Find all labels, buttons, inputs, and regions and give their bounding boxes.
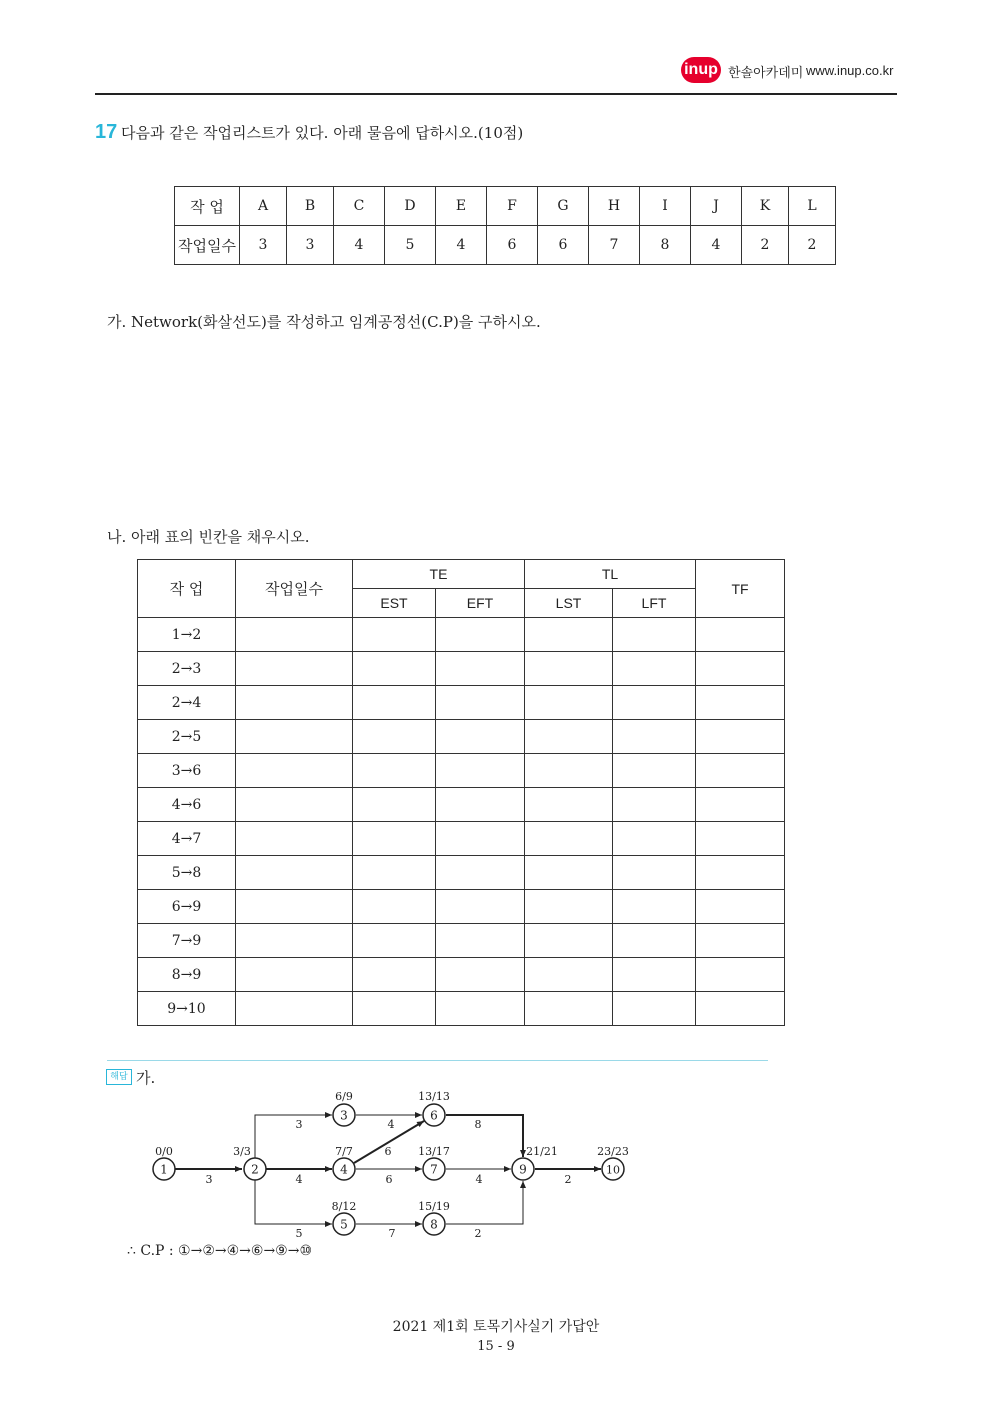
col-eft-header: EFT	[436, 589, 525, 618]
node-1-id: 1	[160, 1162, 168, 1177]
blank-cell	[525, 788, 613, 822]
edge-1-2-duration: 3	[205, 1173, 213, 1186]
days-header: 작업일수	[175, 226, 240, 265]
network-diagram	[130, 1085, 650, 1245]
task-cell: I	[640, 187, 691, 226]
node-1-time: 0/0	[155, 1145, 173, 1158]
days-cell: 2	[742, 226, 789, 265]
blank-cell	[613, 686, 696, 720]
activity-cell: 5→8	[138, 856, 236, 890]
sub-question-a: 가. Network(화살선도)를 작성하고 임계공정선(C.P)을 구하시오.	[107, 313, 541, 331]
blank-cell	[436, 754, 525, 788]
blank-cell	[436, 924, 525, 958]
blank-cell	[236, 686, 353, 720]
edge-4-6-duration: 6	[384, 1145, 392, 1158]
edge-3-6-duration: 4	[387, 1118, 395, 1131]
node-8-id: 8	[430, 1217, 438, 1232]
blank-cell	[353, 618, 436, 652]
col-days-header: 작업일수	[236, 560, 353, 618]
task-cell: D	[385, 187, 436, 226]
blank-cell	[236, 754, 353, 788]
blank-cell	[696, 958, 785, 992]
blank-cell	[696, 924, 785, 958]
blank-cell	[613, 958, 696, 992]
blank-cell	[613, 924, 696, 958]
edge-6-9-duration: 8	[474, 1118, 482, 1131]
blank-cell	[353, 890, 436, 924]
activity-cell: 2→5	[138, 720, 236, 754]
task-row	[175, 187, 836, 226]
header-row	[138, 560, 785, 589]
blank-cell	[525, 890, 613, 924]
footer-title: 2021 제1회 토목기사실기 가답안	[392, 1319, 600, 1335]
blank-cell	[613, 618, 696, 652]
blank-cell	[436, 618, 525, 652]
node-6-time: 13/13	[418, 1090, 450, 1103]
node-5-id: 5	[340, 1217, 348, 1232]
blank-cell	[236, 958, 353, 992]
edge-8-9	[446, 1181, 523, 1224]
days-cell: 2	[789, 226, 836, 265]
col-lst-header: LST	[525, 589, 613, 618]
critical-path: ∴ C.P : ①→②→④→⑥→⑨→⑩	[127, 1243, 313, 1259]
blank-cell	[353, 924, 436, 958]
col-tf-header: TF	[696, 560, 785, 618]
blank-cell	[353, 652, 436, 686]
blank-cell	[436, 992, 525, 1026]
blank-cell	[436, 686, 525, 720]
blank-cell	[696, 652, 785, 686]
blank-cell	[696, 618, 785, 652]
blank-cell	[613, 788, 696, 822]
task-cell: E	[436, 187, 487, 226]
blank-cell	[236, 652, 353, 686]
blank-cell	[525, 958, 613, 992]
node-9-time: 21/21	[526, 1145, 558, 1158]
answer-separator	[107, 1060, 768, 1061]
activity-cell: 1→2	[138, 618, 236, 652]
node-2-id: 2	[251, 1162, 259, 1177]
blank-cell	[525, 992, 613, 1026]
question-text: 다음과 같은 작업리스트가 있다. 아래 물음에 답하시오.(10점)	[121, 124, 524, 142]
blank-cell	[236, 856, 353, 890]
edge-4-7-duration: 6	[385, 1173, 393, 1186]
blank-cell	[613, 992, 696, 1026]
node-5-time: 8/12	[331, 1200, 357, 1213]
node-7-time: 13/17	[418, 1145, 450, 1158]
node-4-id: 4	[340, 1162, 348, 1177]
table-row	[138, 652, 785, 686]
answer-label: 가.	[136, 1069, 156, 1087]
task-cell: J	[691, 187, 742, 226]
answer-badge: 해답	[106, 1069, 132, 1085]
edge-6-9	[446, 1115, 523, 1157]
footer-page: 15 - 9	[477, 1339, 515, 1354]
blank-cell	[525, 686, 613, 720]
blank-cell	[436, 652, 525, 686]
activity-cell: 3→6	[138, 754, 236, 788]
question-number: 17	[95, 121, 118, 143]
edge-2-3	[255, 1115, 332, 1158]
col-te-header: TE	[353, 560, 525, 589]
blank-cell	[436, 856, 525, 890]
table-row	[138, 856, 785, 890]
node-4-time: 7/7	[335, 1145, 353, 1158]
blank-cell	[236, 788, 353, 822]
blank-cell	[353, 788, 436, 822]
work-list-table	[174, 186, 836, 265]
sub-question-b: 나. 아래 표의 빈칸을 채우시오.	[107, 528, 310, 546]
header-rule	[95, 93, 897, 95]
blank-cell	[613, 890, 696, 924]
days-cell: 4	[436, 226, 487, 265]
blank-cell	[525, 720, 613, 754]
schedule-table	[137, 559, 785, 1026]
node-9-id: 9	[519, 1162, 527, 1177]
blank-cell	[696, 822, 785, 856]
blank-cell	[525, 652, 613, 686]
col-est-header: EST	[353, 589, 436, 618]
blank-cell	[613, 652, 696, 686]
days-cell: 8	[640, 226, 691, 265]
edge-9-10-duration: 2	[564, 1173, 572, 1186]
node-10-time: 23/23	[597, 1145, 629, 1158]
days-cell: 6	[538, 226, 589, 265]
inup-logo: inup	[681, 57, 721, 83]
node-3-id: 3	[340, 1108, 348, 1123]
table-row	[138, 992, 785, 1026]
edge-2-4-duration: 4	[295, 1173, 303, 1186]
node-8-time: 15/19	[418, 1200, 450, 1213]
blank-cell	[353, 822, 436, 856]
blank-cell	[236, 618, 353, 652]
col-tl-header: TL	[525, 560, 696, 589]
blank-cell	[613, 822, 696, 856]
blank-cell	[525, 822, 613, 856]
blank-cell	[236, 890, 353, 924]
table-row	[138, 924, 785, 958]
edge-2-5	[255, 1180, 332, 1224]
blank-cell	[353, 720, 436, 754]
blank-cell	[525, 856, 613, 890]
site-url: www.inup.co.kr	[806, 63, 894, 78]
table-row	[138, 822, 785, 856]
blank-cell	[436, 890, 525, 924]
table-row	[138, 618, 785, 652]
table-row	[138, 958, 785, 992]
task-cell: C	[334, 187, 385, 226]
brand-name: 한솔아카데미	[728, 66, 804, 81]
blank-cell	[353, 992, 436, 1026]
blank-cell	[525, 924, 613, 958]
activity-cell: 7→9	[138, 924, 236, 958]
blank-cell	[696, 686, 785, 720]
activity-cell: 2→3	[138, 652, 236, 686]
activity-cell: 4→7	[138, 822, 236, 856]
days-cell: 5	[385, 226, 436, 265]
activity-cell: 8→9	[138, 958, 236, 992]
activity-cell: 6→9	[138, 890, 236, 924]
blank-cell	[436, 788, 525, 822]
table-row	[138, 720, 785, 754]
node-10-id: 10	[606, 1163, 620, 1177]
table-row	[138, 754, 785, 788]
blank-cell	[436, 958, 525, 992]
days-row	[175, 226, 836, 265]
edge-8-9-duration: 2	[474, 1227, 482, 1240]
blank-cell	[696, 992, 785, 1026]
blank-cell	[236, 720, 353, 754]
days-cell: 3	[240, 226, 287, 265]
task-cell: H	[589, 187, 640, 226]
table-row	[138, 788, 785, 822]
node-2-time: 3/3	[233, 1145, 251, 1158]
node-3-time: 6/9	[335, 1090, 353, 1103]
activity-cell: 9→10	[138, 992, 236, 1026]
days-cell: 6	[487, 226, 538, 265]
table-row	[138, 890, 785, 924]
node-7-id: 7	[430, 1162, 438, 1177]
blank-cell	[525, 754, 613, 788]
blank-cell	[696, 788, 785, 822]
task-header: 작 업	[175, 187, 240, 226]
blank-cell	[353, 686, 436, 720]
activity-cell: 2→4	[138, 686, 236, 720]
blank-cell	[525, 618, 613, 652]
col-work-header: 작 업	[138, 560, 236, 618]
days-cell: 3	[287, 226, 334, 265]
node-6-id: 6	[430, 1108, 438, 1123]
blank-cell	[353, 958, 436, 992]
blank-cell	[696, 890, 785, 924]
task-cell: F	[487, 187, 538, 226]
table-row	[138, 686, 785, 720]
blank-cell	[236, 924, 353, 958]
col-lft-header: LFT	[613, 589, 696, 618]
task-cell: G	[538, 187, 589, 226]
blank-cell	[353, 856, 436, 890]
blank-cell	[436, 720, 525, 754]
days-cell: 4	[334, 226, 385, 265]
days-cell: 4	[691, 226, 742, 265]
task-cell: L	[789, 187, 836, 226]
activity-cell: 4→6	[138, 788, 236, 822]
edge-2-5-duration: 5	[295, 1227, 303, 1240]
task-cell: B	[287, 187, 334, 226]
blank-cell	[353, 754, 436, 788]
blank-cell	[613, 720, 696, 754]
blank-cell	[696, 856, 785, 890]
edge-2-3-duration: 3	[295, 1118, 303, 1131]
edge-5-8-duration: 7	[388, 1227, 396, 1240]
edge-7-9-duration: 4	[475, 1173, 483, 1186]
blank-cell	[236, 992, 353, 1026]
blank-cell	[236, 822, 353, 856]
task-cell: K	[742, 187, 789, 226]
blank-cell	[613, 754, 696, 788]
task-cell: A	[240, 187, 287, 226]
days-cell: 7	[589, 226, 640, 265]
blank-cell	[696, 754, 785, 788]
blank-cell	[696, 720, 785, 754]
blank-cell	[436, 822, 525, 856]
blank-cell	[613, 856, 696, 890]
